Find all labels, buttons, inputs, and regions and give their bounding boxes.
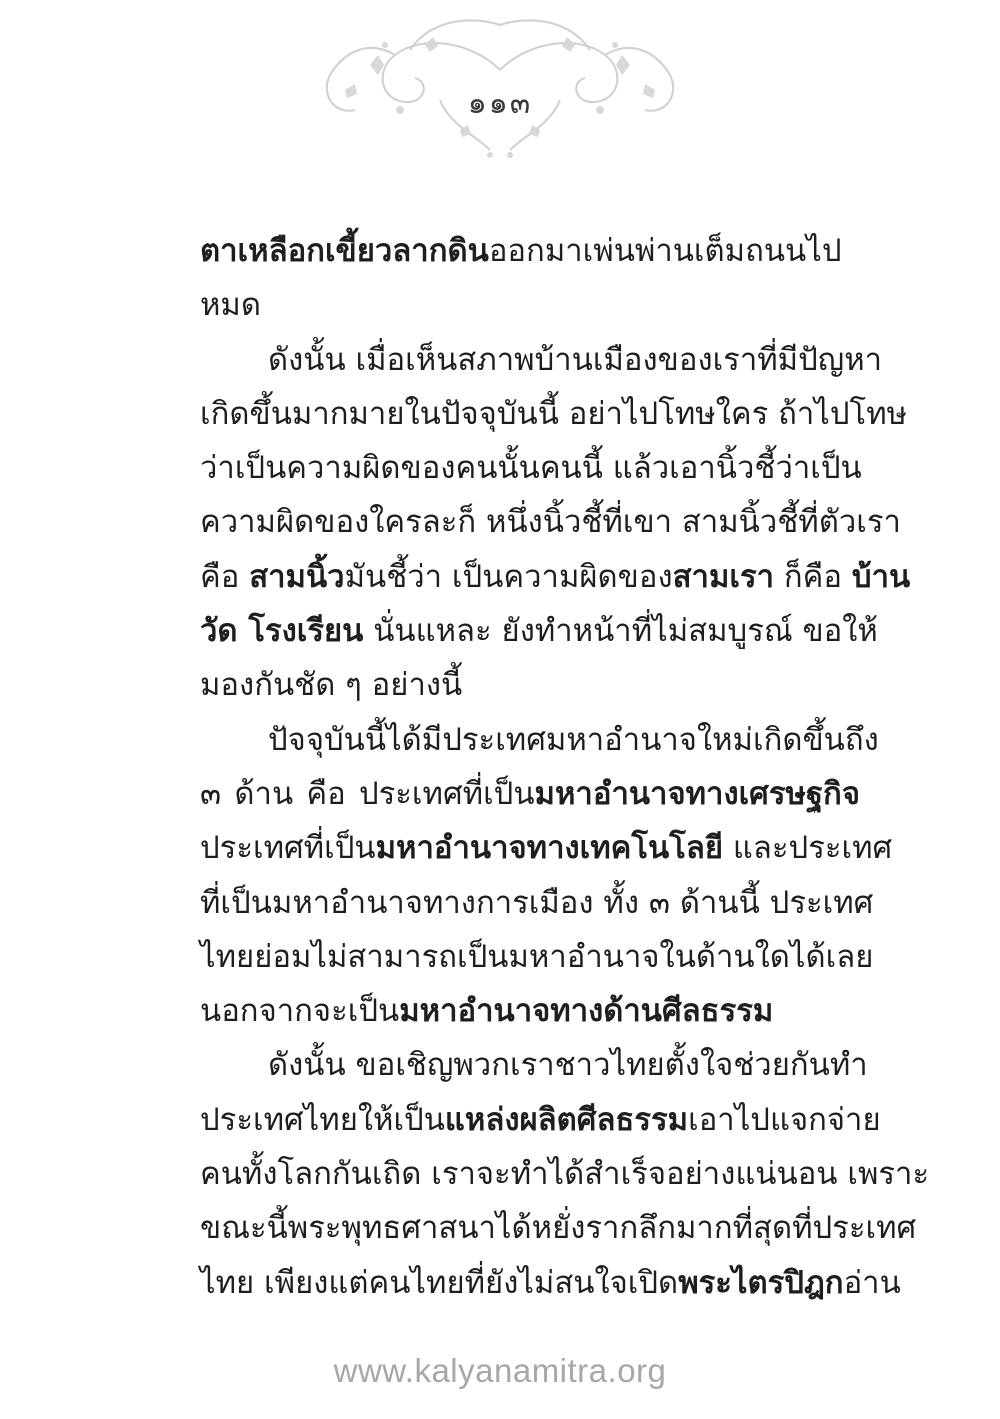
text-segment: ๓ ด้าน คือ ประเทศที่เป็น: [200, 775, 535, 812]
text-line: [200, 876, 874, 930]
text-line: [200, 930, 874, 984]
text-segment: ออกมาเพ่นพ่านเต็มถนนไป: [488, 233, 842, 269]
text-line: [200, 387, 908, 441]
text-segment: หมด: [200, 287, 262, 324]
text-segment: ขณะนี้พระพุทธศาสนาได้หยั่งรากลึกมากที่สุดที่ประเทศ: [200, 1210, 917, 1247]
text-line: [200, 1256, 901, 1310]
text-line: [200, 1201, 917, 1255]
footer-url: www.kalyanamitra.org: [333, 1352, 667, 1389]
text-line: [200, 333, 883, 387]
page-number: ๑๑๓: [467, 86, 533, 121]
bold-text-segment: สามนิ้ว: [249, 558, 345, 595]
text-segment: มองกันชัด ๆ อย่างนี้: [200, 667, 463, 704]
text-line: [200, 1147, 930, 1201]
text-line: [200, 1038, 868, 1092]
text-segment: เกิดขึ้นมากมายในปัจจุบันนี้ อย่าไปโทษใคร ถ้าไปโทษ: [200, 395, 908, 432]
bold-text-segment: มหาอำนาจทางเทคโนโลยี: [375, 830, 724, 867]
text-segment: นั่นแหละ ยังทำหน้าที่ไม่สมบูรณ์ ขอให้: [363, 613, 878, 650]
text-line: [200, 713, 879, 767]
text-line: [200, 278, 860, 332]
bold-text-segment: วัด โรงเรียน: [200, 613, 364, 650]
text-segment: ปัจจุบันนี้ได้มีประเทศมหาอำนาจใหม่เกิดขึ้นถึง: [268, 721, 879, 758]
text-segment: มันชี้ว่า เป็นความผิดของ: [344, 558, 673, 595]
text-segment: นอกจากจะเป็น: [200, 993, 400, 1030]
text-segment: คนทั้งโลกกันเถิด เราจะทำได้สำเร็จอย่างแน่นอน เพราะ: [200, 1156, 930, 1193]
text-segment: คือ: [200, 558, 250, 595]
text-segment: และประเทศ: [723, 830, 893, 867]
text-segment: ประเทศไทยให้เป็น: [200, 1101, 445, 1138]
text-segment: ความผิดของใครละก็ หนึ่งนิ้วชี้ที่เขา สามนิ้วชี้ที่ตัวเรา: [200, 504, 901, 541]
bold-text-segment: สามเรา: [672, 558, 775, 595]
text-line: [200, 821, 893, 875]
text-line: [200, 1093, 881, 1147]
text-line: [200, 550, 911, 604]
text-line: [200, 984, 860, 1038]
text-segment: เอาไปแจกจ่าย: [688, 1101, 881, 1138]
text-segment: อ่าน: [843, 1264, 901, 1301]
bold-text-segment: พระไตรปิฎก: [678, 1264, 844, 1301]
text-line: [200, 441, 860, 495]
text-segment: ดังนั้น ขอเชิญพวกเราชาวไทยตั้งใจช่วยกันทำ: [268, 1047, 868, 1084]
text-line: [200, 224, 860, 278]
text-segment: ที่เป็นมหาอำนาจทางการเมือง ทั้ง ๓ ด้านนี้ ประเทศ: [200, 884, 874, 921]
text-segment: ไทยย่อมไม่สามารถเป็นมหาอำนาจในด้านใดได้เลย: [200, 938, 874, 975]
bold-text-segment: มหาอำนาจทางด้านศีลธรรม: [399, 993, 774, 1030]
text-segment: ดังนั้น เมื่อเห็นสภาพบ้านเมืองของเราที่มีปัญหา: [268, 341, 883, 378]
bold-text-segment: แหล่งผลิตศีลธรรม: [444, 1101, 689, 1138]
text-segment: ก็คือ: [774, 558, 852, 595]
bold-text-segment: ตาเหลือกเขี้ยวลากดิน: [200, 233, 489, 269]
bold-text-segment: บ้าน: [851, 558, 911, 595]
text-segment: ประเทศที่เป็น: [200, 830, 376, 867]
text-line: [200, 658, 860, 712]
text-line: [200, 767, 860, 821]
text-line: [200, 604, 878, 658]
text-segment: ว่าเป็นความผิดของคนนั้นคนนี้ แล้วเอานิ้วชี้ว่าเป็น: [200, 450, 862, 487]
text-line: [200, 495, 901, 549]
bold-text-segment: มหาอำนาจทางเศรษฐกิจ: [534, 775, 860, 812]
text-segment: ไทย เพียงแต่คนไทยที่ยังไม่สนใจเปิด: [200, 1264, 679, 1301]
body-text: [200, 224, 930, 1310]
